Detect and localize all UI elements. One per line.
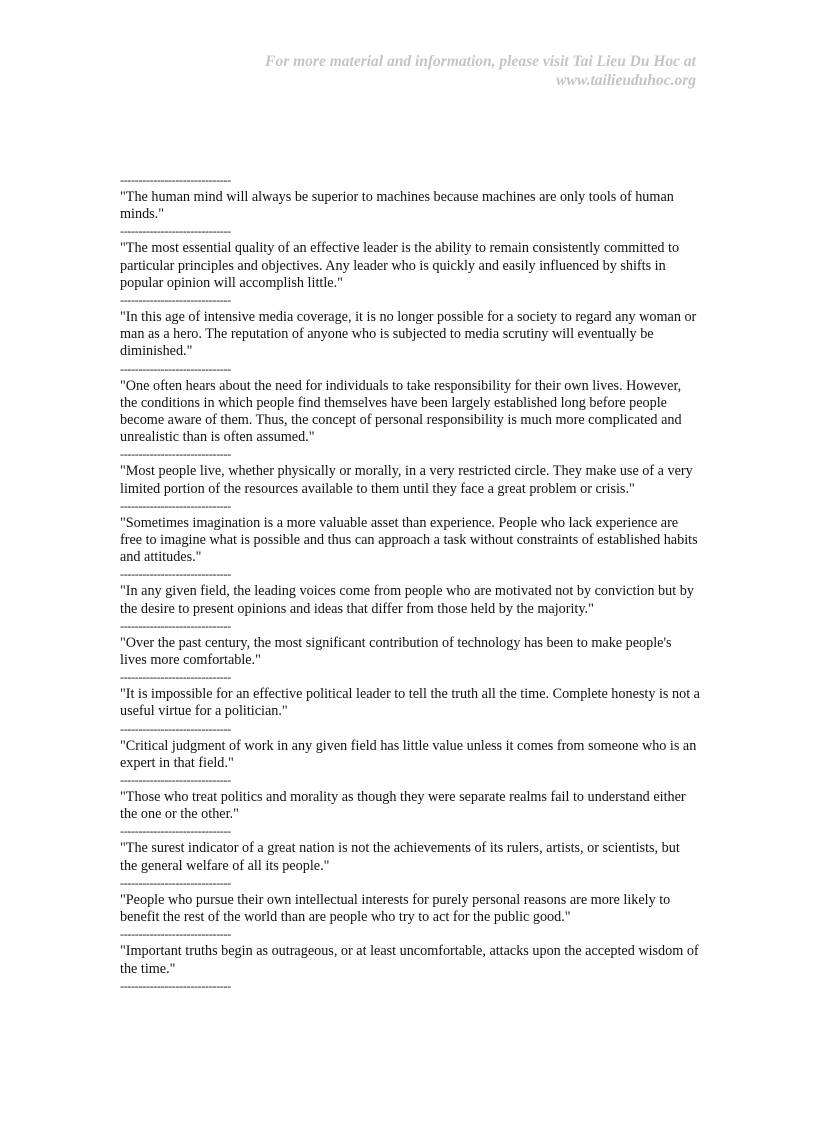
quote-12: "The surest indicator of a great nation is not the achievements of its rulers, artists, or scientists, but the general welfare of all its people." [120, 840, 680, 874]
separator: ------------------------------ [120, 618, 231, 633]
separator: ------------------------------ [120, 875, 231, 890]
separator: ------------------------------ [120, 567, 231, 582]
quote-4: "One often hears about the need for individuals to take responsibility for their own lives. However, the conditions in which people find themselves have been largely established long before people become aware of them. Thus, the concept of personal responsibility is much more complicated and unrealistic than is often assumed." [120, 377, 682, 446]
quote-3: "In this age of intensive media coverage, it is no longer possible for a society to regard any woman or man as a hero. The reputation of anyone who is subjected to media scrutiny will eventually be diminished." [120, 309, 697, 360]
header-website: www.tailieuduhoc.org [556, 72, 696, 89]
separator: ------------------------------ [120, 447, 231, 462]
header-line-1: For more material and information, please visit Tai Lieu Du Hoc at [265, 53, 696, 70]
quote-1: "The human mind will always be superior to machines because machines are only tools of human minds." [120, 189, 674, 223]
separator: ------------------------------ [120, 927, 231, 942]
quote-10: "Critical judgment of work in any given field has little value unless it comes from someone who is an expert in that field." [120, 737, 697, 771]
quote-2: "The most essential quality of an effective leader is the ability to remain consistently committed to particular principles and objectives. Any leader who is quickly and easily influenced by shifts in popular opinion will accomplish little." [120, 240, 680, 291]
quote-9: "It is impossible for an effective political leader to tell the truth all the time. Complete honesty is not a useful virtue for a politician." [120, 686, 700, 720]
separator: ------------------------------ [120, 173, 231, 187]
quote-13: "People who pursue their own intellectual interests for purely personal reasons are more likely to benefit the rest of the world than are people who try to act for the public good." [120, 891, 671, 926]
separator: ------------------------------ [120, 721, 231, 736]
quote-7: "In any given field, the leading voices come from people who are motivated not by conviction but by the desire to present opinions and ideas that differ from those held by the majority." [120, 583, 694, 617]
quote-14: "Important truths begin as outrageous, or at least uncomfortable, attacks upon the accepted wisdom of the time." [120, 943, 699, 977]
quote-11: "Those who treat politics and morality as though they were separate realms fail to understand either the one or the other." [120, 789, 686, 823]
quote-6: "Sometimes imagination is a more valuable asset than experience. People who lack experience are free to imagine what is possible and thus can approach a task without constraints of established habits and attitudes." [120, 514, 698, 566]
separator: ------------------------------ [120, 361, 231, 376]
quote-list [120, 172, 700, 995]
separator: ------------------------------ [120, 670, 231, 685]
separator: ------------------------------ [120, 978, 231, 993]
quote-8: "Over the past century, the most significant contribution of technology has been to make people's lives more comfortable." [120, 634, 672, 669]
separator: ------------------------------ [120, 293, 231, 308]
separator: ------------------------------ [120, 498, 231, 513]
separator: ------------------------------ [120, 224, 231, 239]
separator: ------------------------------ [120, 773, 231, 788]
quote-5: "Most people live, whether physically or morally, in a very restricted circle. They make use of a very limited portion of the resources available to them until they face a great problem or crisis." [120, 463, 693, 497]
page-header [176, 52, 696, 90]
separator: ------------------------------ [120, 824, 231, 839]
